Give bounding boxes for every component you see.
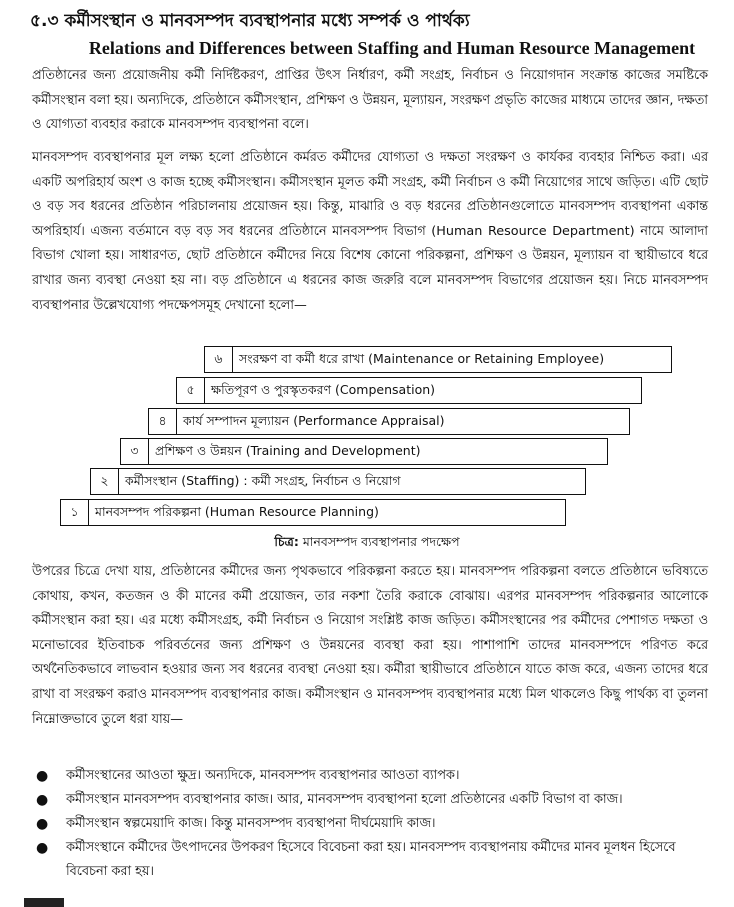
- diagram-caption: [0, 532, 734, 552]
- bullet-icon: ●: [36, 816, 49, 832]
- bullet-icon: ●: [36, 768, 49, 784]
- paragraph-3: উপরের চিত্রে দেখা যায়, প্রতিষ্ঠানের কর্মীদের জন্য পৃথকভাবে পরিকল্পনা করতে হয়। মানবসম্পদ পরিকল্পনা বলতে প্রতিষ্ঠানে ভবিষ্যতে কোথায়, কখন, কতজন ও কী মানের কর্মী প্রয়োজন, তার নকশা তৈরি করাকে বোঝায়। এরপর মানবসম্পদ পরিকল্পনার আলোকে কর্মীসংস্থান করা হয়। এর মধ্যে কর্মীসংগ্রহ, কর্মী নির্বাচন ও নিয়োগ সংশ্লিষ্ট কাজ জড়িত। কর্মীসংস্থানের পর কর্মীদের পেশাগত দক্ষতা ও মনোভাবের ইতিবাচক পরিবর্তনের জন্য প্রশিক্ষণ ও উন্নয়নের ব্যবস্থা করা হয়। পাশাপাশি তাদের মানবসম্পদে পরিণত করে অর্থনৈতিকভাবে লাভবান হওয়ার জন্য সব ধরনের ব্যবস্থা নেওয়া হয়। কর্মীরা স্থায়ীভাবে প্রতিষ্ঠানে যাতে কাজ করে, এজন্য তাদের ধরে রাখা বা সংরক্ষণ করাও মানবসম্পদ ব্যবস্থাপনার কাজ। কর্মীসংস্থান ও মানবসম্পদ ব্যবস্থাপনার মধ্যে মিল থাকলেও কিছু পার্থক্য বা তুলনা নিম্নোক্তভাবে তুলে ধরা যায়—: [32, 564, 708, 727]
- diagram-step-4: [148, 408, 630, 435]
- list-item: [32, 812, 708, 836]
- diagram-step-label: মানবসম্পদ পরিকল্পনা (Human Resource Planning): [95, 504, 379, 519]
- differences-list: [32, 764, 708, 884]
- list-item-text: কর্মীসংস্থানের আওতা ক্ষুদ্র। অন্যদিকে, মানবসম্পদ ব্যবস্থাপনার আওতা ব্যাপক।: [66, 768, 460, 783]
- diagram-step-5: [176, 377, 642, 404]
- diagram-step-3: [120, 438, 608, 465]
- page-corner-mark: [24, 898, 64, 907]
- list-item-text: কর্মীসংস্থানে কর্মীদের উৎপাদনের উপকরণ হিসেবে বিবেচনা করা হয়। মানবসম্পদ ব্যবস্থাপনায় কর্মীদের মানব মূলধন হিসেবে বিবেচনা করা হয়।: [66, 840, 676, 879]
- diagram-step-label: প্রশিক্ষণ ও উন্নয়ন (Training and Development): [155, 443, 421, 458]
- diagram-step-label: ক্ষতিপূরণ ও পুরস্কৃতকরণ (Compensation): [211, 382, 436, 397]
- diagram-step-number: ৫: [177, 378, 205, 403]
- diagram-step-label: কর্মীসংস্থান (Staffing) : কর্মী সংগ্রহ, নির্বাচন ও নিয়োগ: [125, 473, 401, 488]
- diagram-step-label: কার্য সম্পাদন মূল্যায়ন (Performance Appraisal): [183, 413, 445, 428]
- bullet-icon: ●: [36, 792, 49, 808]
- diagram-step-label: সংরক্ষণ বা কর্মী ধরে রাখা (Maintenance or Retaining Employee): [239, 351, 605, 366]
- diagram-step-1: [60, 499, 566, 526]
- diagram-step-number: ২: [91, 469, 119, 494]
- list-item-text: কর্মীসংস্থান স্বল্পমেয়াদি কাজ। কিন্তু মানবসম্পদ ব্যবস্থাপনা দীর্ঘমেয়াদি কাজ।: [66, 816, 436, 831]
- section-title: ৫.৩ কর্মীসংস্থান ও মানবসম্পদ ব্যবস্থাপনার মধ্যে সম্পর্ক ও পার্থক্য: [30, 11, 470, 31]
- english-title: Relations and Differences between Staffing and Human Resource Management: [88, 38, 696, 58]
- paragraph-1: প্রতিষ্ঠানের জন্য প্রয়োজনীয় কর্মী নির্দিষ্টকরণ, প্রাপ্তির উৎস নির্ধারণ, কর্মী সংগ্রহ, নির্বাচন ও নিয়োগদান সংক্রান্ত কাজের সমষ্টিকে কর্মীসংস্থান বলা হয়। অন্যদিকে, প্রতিষ্ঠানে কর্মীসংস্থান, প্রশিক্ষণ ও উন্নয়ন, মূল্যায়ন, সংরক্ষণ প্রভৃতি কাজের মাধ্যমে তাদের জ্ঞান, দক্ষতা ও যোগ্যতা ব্যবহার করাকে মানবসম্পদ ব্যবস্থাপনা বলে।: [32, 68, 708, 133]
- list-item: [32, 764, 708, 788]
- diagram-step-number: ৪: [149, 409, 177, 434]
- paragraph-2: মানবসম্পদ ব্যবস্থাপনার মূল লক্ষ্য হলো প্রতিষ্ঠানে কর্মরত কর্মীদের যোগ্যতা ও দক্ষতা সংরক্ষণ ও কার্যকর ব্যবহার নিশ্চিত করা। এর একটি অপরিহার্য অংশ ও কাজ হচ্ছে কর্মীসংস্থান। কর্মীসংস্থান মূলত কর্মী সংগ্রহ, কর্মী নির্বাচন ও কর্মী নিয়োগের সাথে জড়িত। এটি ছোট ও বড় সব ধরনের প্রতিষ্ঠান পরিচালনায় প্রয়োজন হয়। কিন্তু, মাঝারি ও বড় ধরনের প্রতিষ্ঠানগুলোতে মানবসম্পদ ব্যবস্থাপনা একান্ত অপরিহার্য। এজন্য বর্তমানে বড় বড় সব ধরনের প্রতিষ্ঠানে মানবসম্পদ বিভাগ (Human Resource Department) নামে আলাদা বিভাগ খোলা হয়। সাধারণত, ছোট প্রতিষ্ঠানে কর্মীদের নিয়ে বিশেষ কোনো পরিকল্পনা, প্রশিক্ষণ ও উন্নয়ন, মূল্যায়ন বা স্থায়ীভাবে ধরে রাখার জন্য ব্যবস্থা নেওয়া হয় না। বড় প্রতিষ্ঠানে এ ধরনের কাজ জরুরি বলে মানবসম্পদ বিভাগের প্রয়োজন হয়। নিচে মানবসম্পদ ব্যবস্থাপনার উল্লেখযোগ্য পদক্ষেপসমূহ দেখানো হলো—: [32, 150, 708, 313]
- caption-label: চিত্র:: [274, 534, 299, 549]
- diagram-step-number: ৩: [121, 439, 149, 464]
- caption-text: মানবসম্পদ ব্যবস্থাপনার পদক্ষেপ: [302, 534, 460, 549]
- list-item-text: কর্মীসংস্থান মানবসম্পদ ব্যবস্থাপনার কাজ। আর, মানবসম্পদ ব্যবস্থাপনা হলো প্রতিষ্ঠানের একটি বিভাগ বা কাজ।: [66, 792, 623, 807]
- diagram-step-6: [204, 346, 672, 373]
- diagram-step-number: ১: [61, 500, 89, 525]
- list-item: [32, 788, 708, 812]
- diagram-step-number: ৬: [205, 347, 233, 372]
- bullet-icon: ●: [36, 840, 49, 856]
- diagram-step-2: [90, 468, 586, 495]
- list-item: [32, 836, 708, 884]
